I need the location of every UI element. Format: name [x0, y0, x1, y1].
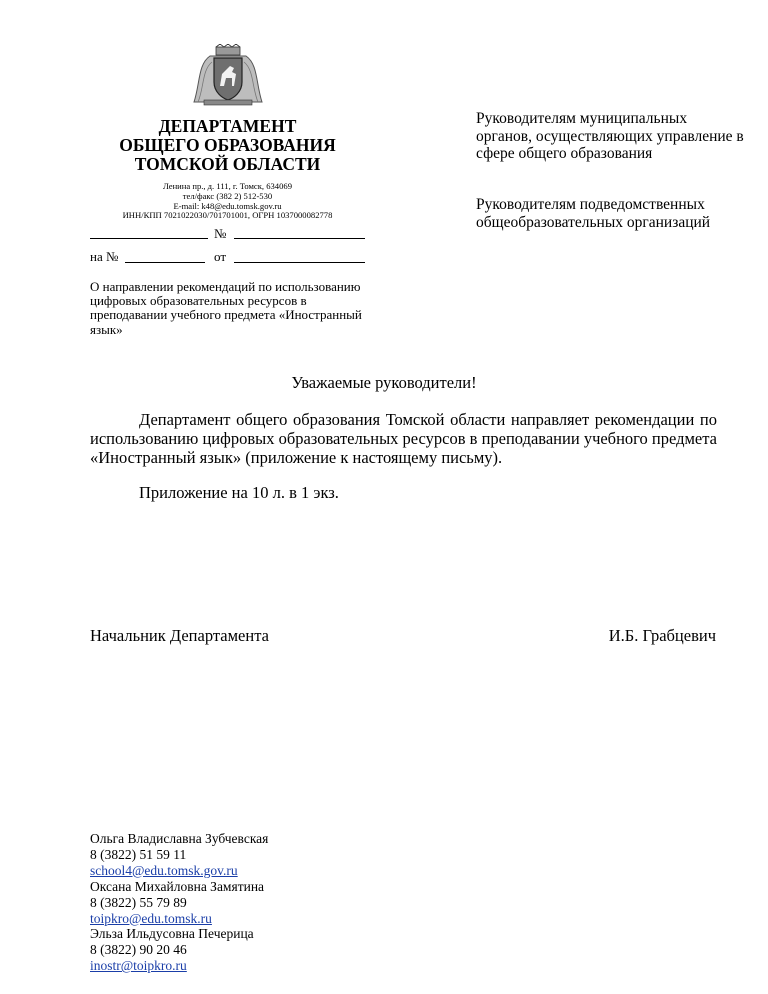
signatory-title: Начальник Департамента — [90, 626, 269, 645]
contact-phone: 8 (3822) 90 20 46 — [90, 942, 187, 958]
enclosure-note: Приложение на 10 л. в 1 экз. — [139, 483, 339, 502]
reference-number-label: на № — [90, 249, 119, 264]
recipients-municipal: Руководителям муниципальных органов, осуществляющих управление в сфере общего образования — [476, 110, 744, 162]
body-paragraph: Департамент общего образования Томской области направляет рекомендации по использованию цифровых образовательных ресурсов в преподавании учебного предмета «Иностранный язык» (приложение к настоящему письму). — [90, 410, 717, 467]
department-email: E-mail: k48@edu.tomsk.gov.ru — [173, 201, 282, 211]
reference-date-line — [234, 262, 365, 263]
reference-date-label: от — [214, 249, 227, 264]
reference-number-line — [125, 262, 205, 263]
letter-subject: О направлении рекомендаций по использованию цифровых образовательных ресурсов в преподавании учебного предмета «Иностранный язык» — [90, 279, 362, 337]
contact-name: Эльза Ильдусовна Печерица — [90, 926, 254, 942]
contact-email-link[interactable]: school4@edu.tomsk.gov.ru — [90, 862, 238, 878]
contact-email-link[interactable]: toipkro@edu.tomsk.ru — [90, 910, 212, 926]
tomsk-coat-of-arms-icon — [190, 44, 266, 108]
department-inn: ИНН/КПП 7021022030/701701001, ОГРН 1037000082778 — [122, 210, 333, 220]
department-phone: тел/факс (382 2) 512-530 — [182, 191, 273, 201]
department-title-line2: ОБЩЕГО ОБРАЗОВАНИЯ — [119, 135, 336, 155]
contact-name: Оксана Михайловна Замятина — [90, 878, 265, 894]
contact-phone: 8 (3822) 55 79 89 — [90, 894, 187, 910]
department-address: Ленина пр., д. 111, г. Томск, 634069 — [163, 181, 292, 191]
department-title-line1: ДЕПАРТАМЕНТ — [158, 116, 297, 136]
number-label: № — [214, 226, 227, 241]
contact-email-link[interactable]: inostr@toipkro.ru — [90, 958, 187, 974]
contact-phone: 8 (3822) 51 59 11 — [90, 846, 187, 862]
contact-name: Ольга Владиславна Зубчевская — [90, 831, 269, 846]
department-title-line3: ТОМСКОЙ ОБЛАСТИ — [134, 154, 321, 174]
signatory-name: И.Б. Грабцевич — [608, 626, 716, 645]
outgoing-date-line — [90, 238, 208, 239]
recipients-subordinate: Руководителям подведомственных общеобразовательных организаций — [476, 196, 711, 231]
greeting: Уважаемые руководители! — [291, 373, 477, 392]
contacts-block — [90, 831, 268, 974]
outgoing-number-line — [234, 238, 365, 239]
